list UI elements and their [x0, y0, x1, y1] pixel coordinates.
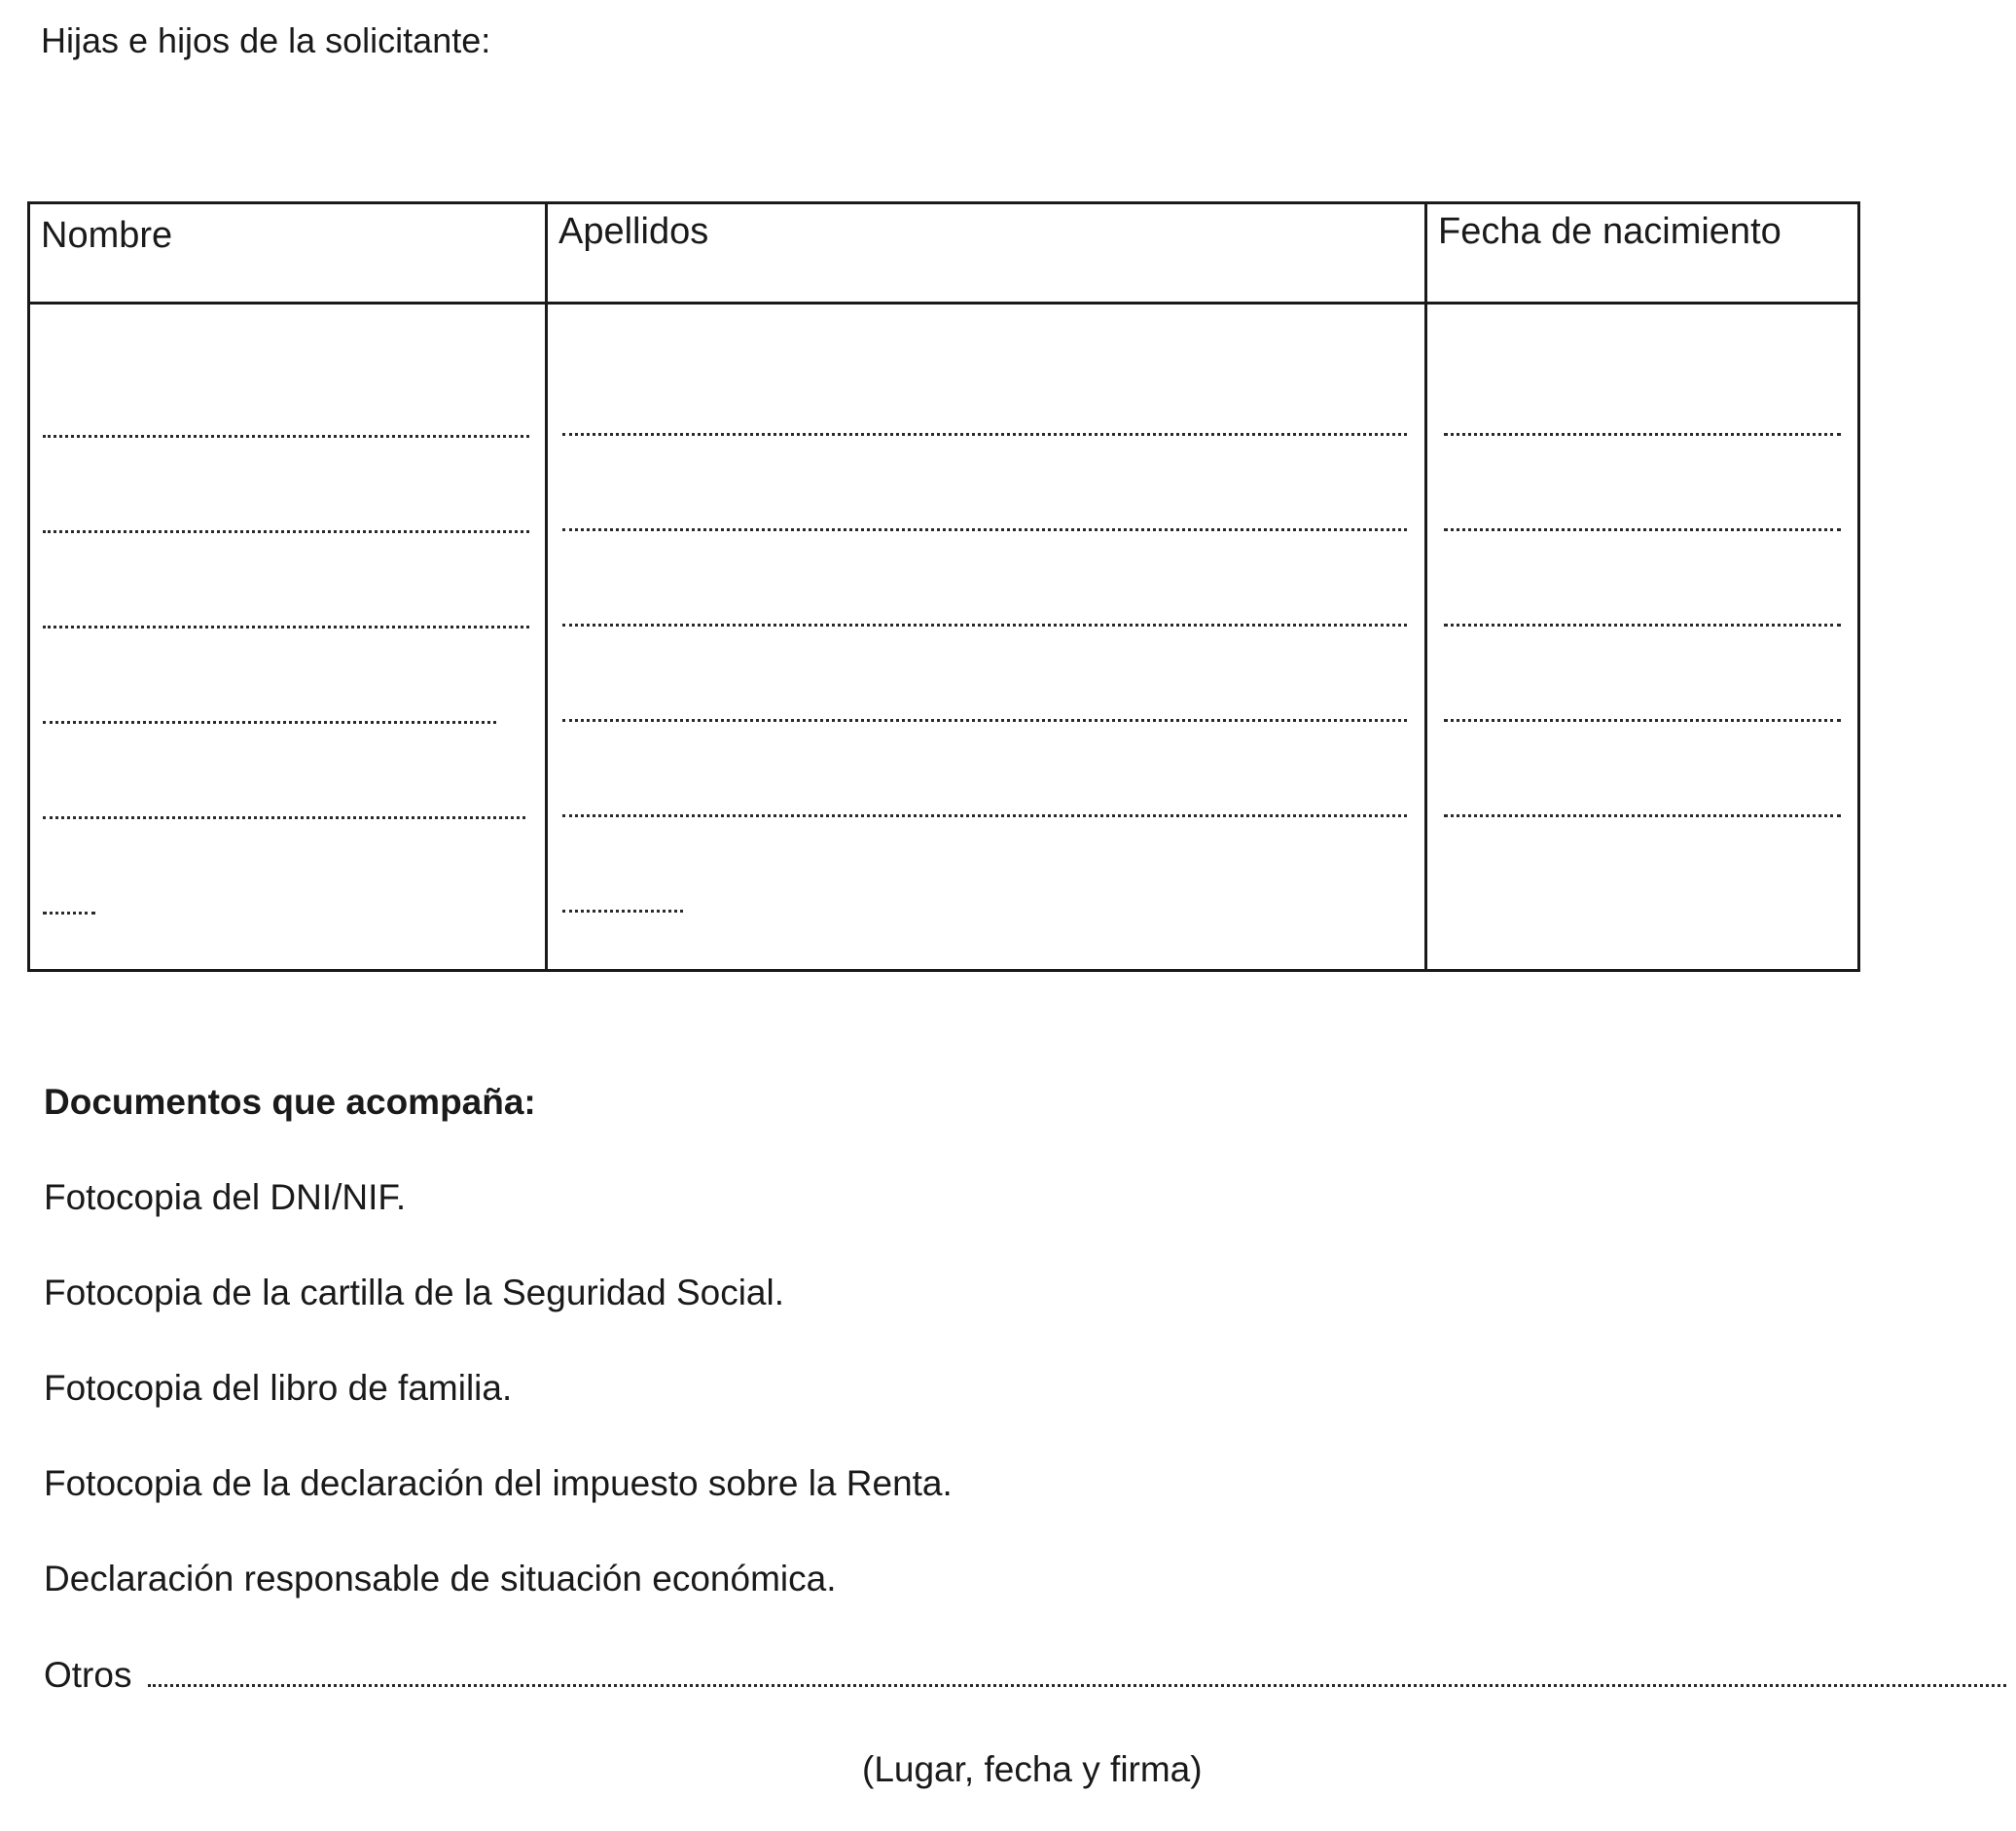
fecha-nacimiento-field-1[interactable]	[1444, 433, 1841, 436]
document-item-renta: Fotocopia de la declaración del impuesto sobre la Renta.	[44, 1463, 953, 1503]
apellidos-field-5[interactable]	[562, 814, 1407, 817]
column-header-fecha-nacimiento: Fecha de nacimiento	[1438, 211, 1782, 252]
fecha-nacimiento-field-3[interactable]	[1444, 624, 1841, 627]
nombre-field-4[interactable]	[43, 721, 496, 724]
other-documents-label: Otros	[44, 1655, 132, 1695]
apellidos-field-6[interactable]	[562, 910, 683, 913]
column-header-apellidos: Apellidos	[558, 211, 709, 252]
apellidos-field-1[interactable]	[562, 433, 1407, 436]
column-header-nombre: Nombre	[41, 215, 173, 256]
table-header-divider	[27, 302, 1860, 305]
table-border-top	[27, 201, 1860, 204]
apellidos-field-4[interactable]	[562, 719, 1407, 722]
nombre-field-3[interactable]	[43, 626, 529, 628]
signature-caption: (Lugar, fecha y firma)	[862, 1749, 1203, 1789]
document-item-libro-familia: Fotocopia del libro de familia.	[44, 1368, 513, 1408]
fecha-nacimiento-field-4[interactable]	[1444, 719, 1841, 722]
intro-text: Hijas e hijos de la solicitante:	[41, 20, 491, 60]
apellidos-field-2[interactable]	[562, 528, 1407, 531]
nombre-field-5[interactable]	[43, 816, 525, 819]
document-item-situacion-economica: Declaración responsable de situación económica.	[44, 1559, 837, 1598]
document-item-cartilla: Fotocopia de la cartilla de la Seguridad Social.	[44, 1273, 785, 1312]
fecha-nacimiento-field-5[interactable]	[1444, 814, 1841, 817]
table-border-right	[1857, 201, 1860, 972]
fecha-nacimiento-field-2[interactable]	[1444, 528, 1841, 531]
documents-heading: Documentos que acompaña:	[44, 1082, 536, 1122]
table-column-divider-1	[545, 201, 548, 972]
table-column-divider-2	[1424, 201, 1427, 972]
table-border-left	[27, 201, 30, 972]
nombre-field-6[interactable]	[43, 912, 95, 915]
apellidos-field-3[interactable]	[562, 624, 1407, 627]
table-border-bottom	[27, 969, 1860, 972]
nombre-field-2[interactable]	[43, 530, 529, 533]
other-documents-field[interactable]	[148, 1684, 2006, 1687]
document-item-dni: Fotocopia del DNI/NIF.	[44, 1177, 407, 1217]
nombre-field-1[interactable]	[43, 435, 529, 438]
children-table	[27, 201, 1860, 972]
